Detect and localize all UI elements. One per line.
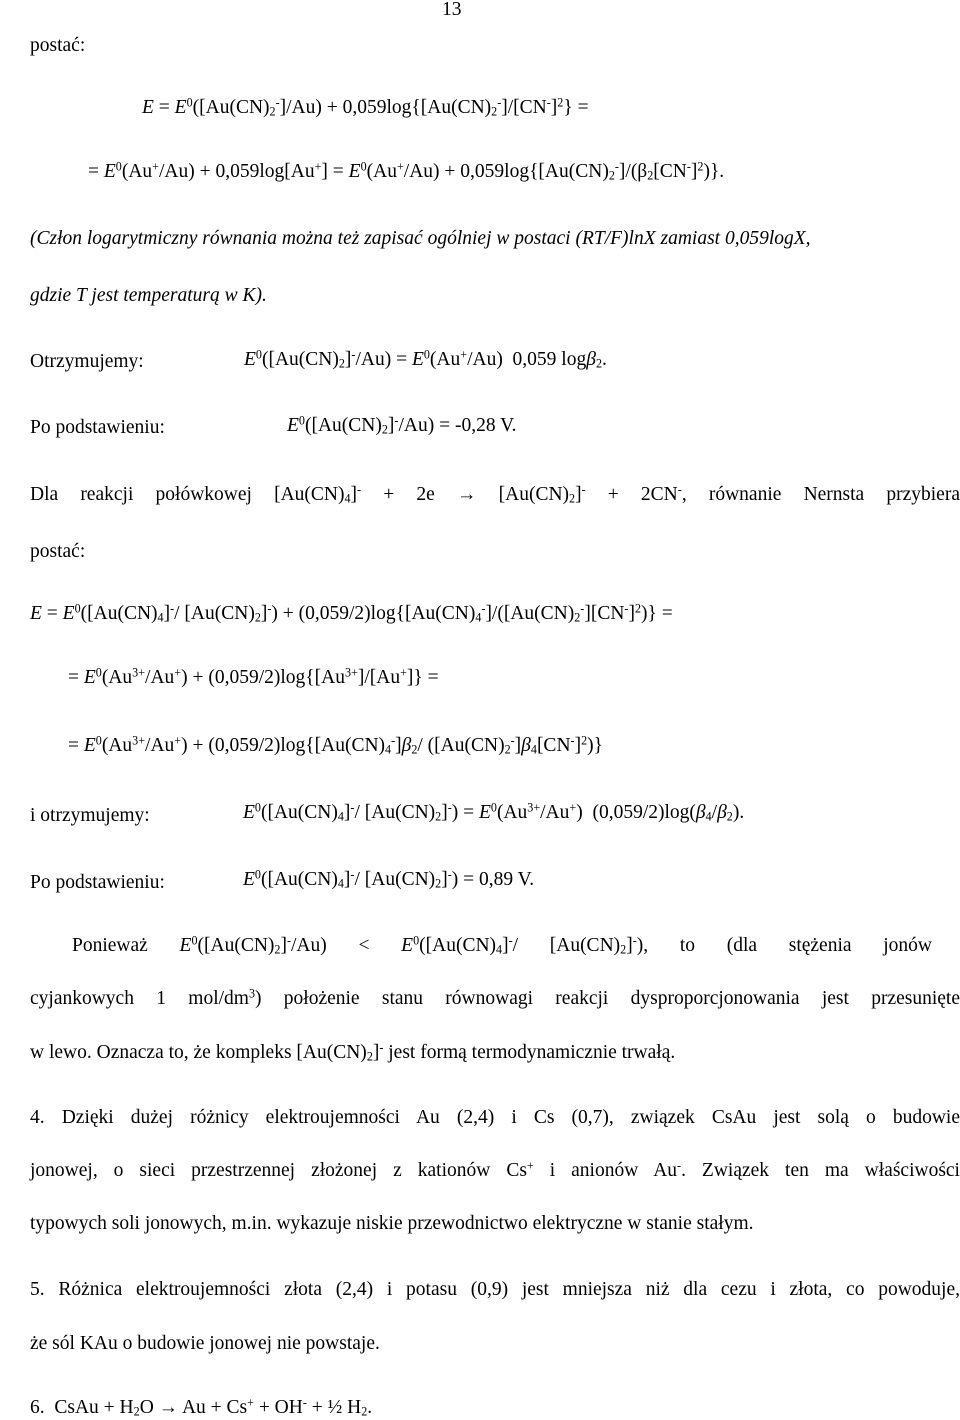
equation-line-14: $E^0([Au(CN)_4]^-/$ $[Au(CN)_2]^-) = 0,89$ V. xyxy=(243,867,535,891)
label-po-podstawieniu-1: Po podstawieniu: xyxy=(30,417,165,438)
equation-line-3: = $E^0(Au^+/Au) + 0,059\log[Au^+] = E^0(Au^+/Au) + 0,059\log\{[Au(CN)_2^-]/(\beta_2[CN^-]^2)\}$. xyxy=(88,159,725,183)
line-4: (Człon logarytmiczny równania można też zapisać ogólniej w postaci (RT/F)lnX zamiast 0,059logX, xyxy=(30,228,811,249)
label-po-podstawieniu-2: Po podstawieniu: xyxy=(30,872,165,893)
equation-line-12: = $E^0(Au^{3+}/Au^+) + (0,059/2)\log\{[Au(CN)_4^-]\beta_2/$ $([Au(CN)_2^-]\beta_4[CN^-]^2)$} xyxy=(68,733,603,757)
equation-line-2: $E = E^0([Au(CN)_2^-]/Au) + 0,059\log\{[Au(CN)_2^-]/[CN^-]^2\}$ = xyxy=(142,95,589,119)
label-otrzymujemy: Otrzymujemy: xyxy=(30,351,144,372)
equation-line-10: $E = E^0([Au(CN)_4]^-/$ $[Au(CN)_2]^-) + (0,059/2)\log\{[Au(CN)_4^-]/([Au(CN)_2^-][CN^-]^2)\}$ = xyxy=(30,601,673,625)
line-18: 4. Dzięki dużej różnicy elektroujemności Au (2,4) i Cs (0,7), związek CsAu jest solą o budowie xyxy=(30,1107,960,1128)
label-i-otrzymujemy: i otrzymujemy: xyxy=(30,805,150,826)
line-23: 6. CsAu + $H_2O \to Au + Cs^+ + OH^-$ + ½ $H_2$. xyxy=(30,1395,373,1419)
equation-line-11: = $E^0(Au^{3+}/Au^+) + (0,059/2)\log\{[Au^{3+}]/[Au^+]\}$ = xyxy=(68,665,439,688)
line-17: w lewo. Oznacza to, że kompleks $[Au(CN)_2]^-$ jest formą termodynamicznie trwałą. xyxy=(30,1040,676,1064)
line-15: Ponieważ $E^0([Au(CN)_2]^-/Au) < E^0([Au(CN)_4]^-/$ $[Au(CN)_2]^-$), to (dla stężenia jonów xyxy=(72,933,932,957)
line-19: jonowej, o sieci przestrzennej złożonej z kationów Cs+ i anionów Au-. Związek ten ma właściwości xyxy=(30,1158,960,1181)
line-1: postać: xyxy=(30,35,86,56)
line-5: gdzie T jest temperaturą w K). xyxy=(30,285,267,306)
page-number: 13 xyxy=(442,0,462,20)
line-20: typowych soli jonowych, m.in. wykazuje niskie przewodnictwo elektryczne w stanie stałym. xyxy=(30,1213,754,1234)
line-16: cyjankowych 1 mol/$dm^3$) położenie stanu równowagi reakcji dysproporcjonowania jest przesunięte xyxy=(30,986,960,1009)
equation-line-6: $E^0([Au(CN)_2]^-/Au) = E^0(Au^+/Au)$ 0,059 logβ$_2$. xyxy=(244,347,607,371)
line-22: że sól KAu o budowie jonowej nie powstaje. xyxy=(30,1333,380,1354)
line-9: postać: xyxy=(30,541,86,562)
equation-line-13: $E^0([Au(CN)_4]^-/$ $[Au(CN)_2]^-) = E^0(Au^{3+}/Au^+)$ $(0,059/2)\log(\beta_4/\beta_2)$. xyxy=(243,800,745,824)
line-21: 5. Różnica elektroujemności złota (2,4) i potasu (0,9) jest mniejsza niż dla cezu i złota, co powoduje, xyxy=(30,1279,960,1300)
equation-line-7: $E^0([Au(CN)_2]^-/Au) = -0,28$ V. xyxy=(287,413,517,437)
line-8: Dla reakcji połówkowej $[Au(CN)_4]^- + 2e \to [Au(CN)_2]^- + 2CN^-$, równanie Nernsta przybiera xyxy=(30,482,960,506)
